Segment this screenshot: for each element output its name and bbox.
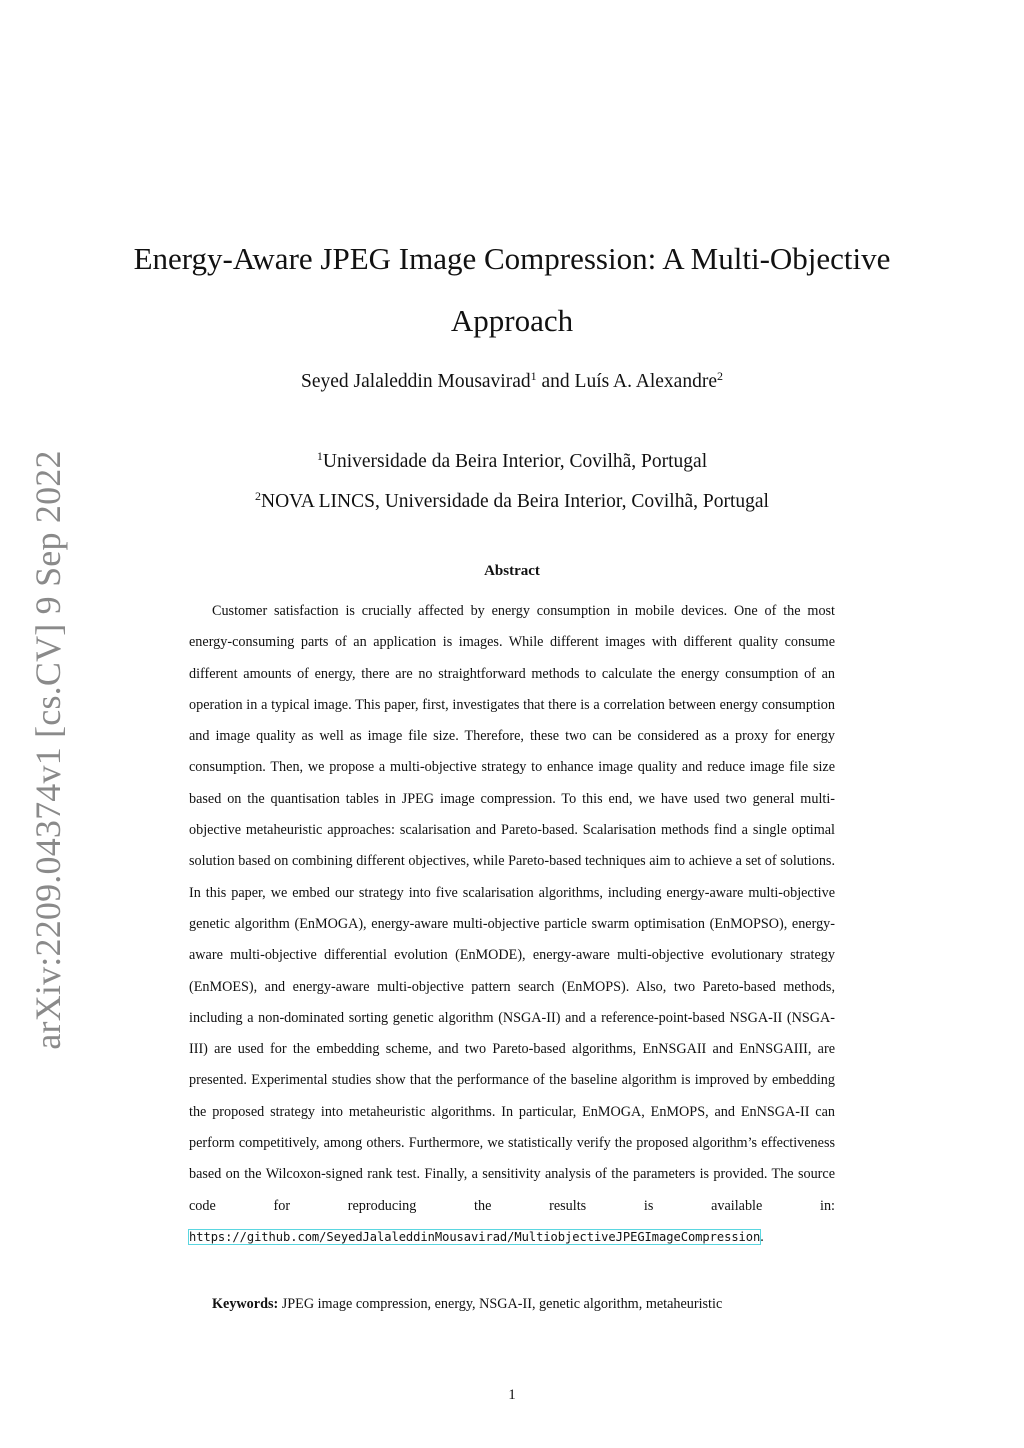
author-2-affiliation-mark: 2 bbox=[716, 369, 723, 383]
abstract-text: Customer satisfaction is crucially affected by energy consumption in mobile devices. One of the most energy-consuming parts of an application is images. While different images with different quality consume different amounts of energy, there are no straightforward methods to calculate the energy consumption of an operation in a typical image. This paper, first, investigates that there is a correlation between energy consumption and image quality as well as image file size. Therefore, these two can be considered as a proxy for energy consumption. Then, we propose a multi-objective strategy to enhance image quality and reduce image file size based on the quantisation tables in JPEG image compression. To this end, we have used two general multi-objective metaheuristic approaches: scalarisation and Pareto-based. Scalarisation methods find a single optimal solution based on combining different objectives, while Pareto-based techniques aim to achieve a set of solutions. In this paper, we embed our strategy into five scalarisation algorithms, including energy-aware multi-objective genetic algorithm (EnMOGA), energy-aware multi-objective particle swarm optimisation (EnMOPSO), energy-aware multi-objective differential evolution (EnMODE), energy-aware multi-objective evolutionary strategy (EnMOES), and energy-aware multi-objective pattern search (EnMOPS). Also, two Pareto-based methods, including a non-dominated sorting genetic algorithm (NSGA-II) and a reference-point-based NSGA-II (NSGA-III) are used for the embedding scheme, and two Pareto-based algorithms, EnNSGAII and EnNSGAIII, are presented. Experimental studies show that the performance of the baseline algorithm is improved by embedding the proposed strategy into metaheuristic algorithms. In particular, EnMOGA, EnMOPS, and EnNSGA-II can perform competitively, among others. Furthermore, we statistically verify the proposed algorithm’s effectiveness based on the Wilcoxon-signed rank test. Finally, a sensitivity analysis of the parameters is provided. The source code for reproducing the results is available in: bbox=[189, 603, 835, 1214]
affiliation-1-mark: 1 bbox=[316, 449, 323, 463]
affiliation-1 bbox=[112, 448, 912, 476]
affiliation-2-mark: 2 bbox=[255, 489, 262, 503]
abstract-heading: Abstract bbox=[484, 563, 540, 579]
source-code-link[interactable]: https://github.com/SeyedJalaleddinMousavirad/MultiobjectiveJPEGImageCompression bbox=[189, 1229, 761, 1244]
arxiv-identifier: arXiv:2209.04374v1 [cs.CV] 9 Sep 2022 bbox=[28, 450, 68, 1050]
author-line bbox=[112, 368, 912, 396]
author-1-affiliation-mark: 1 bbox=[530, 369, 537, 383]
affiliation-2-text: NOVA LINCS, Universidade da Beira Interior, Covilhã, Portugal bbox=[261, 491, 769, 512]
keywords-label: Keywords: bbox=[212, 1296, 279, 1312]
affiliation-1-text: Universidade da Beira Interior, Covilhã, Portugal bbox=[322, 451, 708, 472]
author-2-name: Luís A. Alexandre bbox=[574, 371, 717, 392]
affiliation-2 bbox=[112, 488, 912, 516]
abstract-body bbox=[189, 596, 835, 1253]
author-1-name: Seyed Jalaleddin Mousavirad bbox=[301, 371, 531, 392]
page-number: 1 bbox=[508, 1387, 516, 1403]
paper-title: Energy-Aware JPEG Image Compression: A Multi-Objective Approach bbox=[133, 241, 891, 338]
author-connector: and bbox=[536, 371, 575, 392]
keywords-line bbox=[212, 1290, 835, 1318]
abstract-link-trailing: . bbox=[760, 1228, 764, 1245]
keywords-text: JPEG image compression, energy, NSGA-II, genetic algorithm, metaheuristic bbox=[281, 1296, 723, 1312]
